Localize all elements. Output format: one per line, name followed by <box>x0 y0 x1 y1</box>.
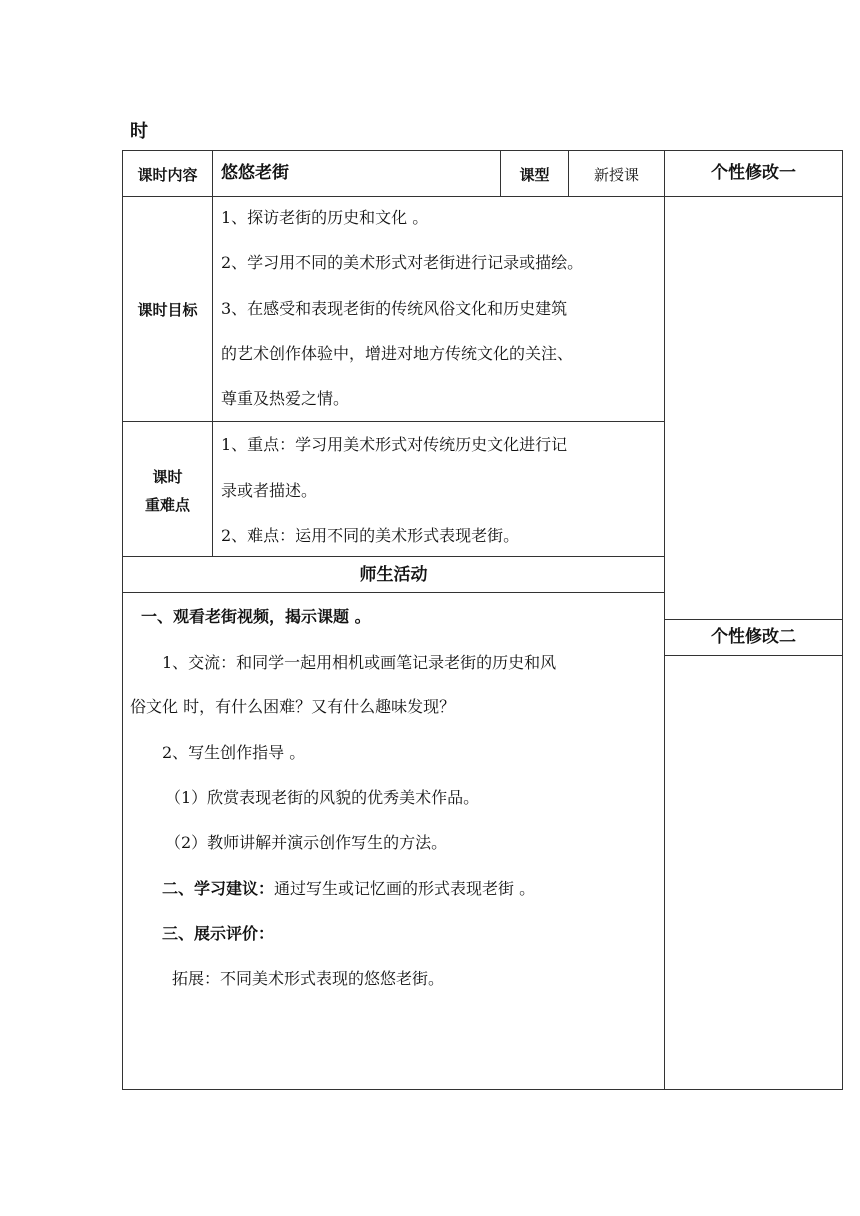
key-point-line-1: 1、重点：学习用美术形式对传统历史文化进行记 <box>221 435 568 454</box>
objective-line-4: 的艺术创作体验中，增进对地方传统文化的关注、 <box>221 344 574 363</box>
revise-two-header: 个性修改二 <box>711 627 796 647</box>
extension-text: 拓展：不同美术形式表现的悠悠老街。 <box>172 969 445 988</box>
lesson-content-label: 课时内容 <box>137 166 198 184</box>
objective-line-3: 3、在感受和表现老街的传统风俗文化和历史建筑 <box>221 299 568 318</box>
objective-line-2: 2、学习用不同的美术形式对老街进行记录或描绘。 <box>221 253 584 272</box>
key-point-line-2: 录或者描述。 <box>221 481 318 500</box>
objectives-label: 课时目标 <box>137 301 198 319</box>
key-points-label-line-1: 课时 <box>152 468 183 486</box>
revise-one-header: 个性修改一 <box>711 163 796 183</box>
section-2 <box>162 879 535 899</box>
key-point-line-3: 2、难点：运用不同的美术形式表现老街。 <box>221 526 520 545</box>
item-1-line-1: 1、交流：和同学一起用相机或画笔记录老街的历史和风 <box>162 653 557 672</box>
section-3-title: 三、展示评价： <box>162 924 275 943</box>
activities-header: 师生活动 <box>359 565 428 585</box>
section-2-text: 通过写生或记忆画的形式表现老街 。 <box>274 879 536 898</box>
lesson-type-label: 课型 <box>519 166 550 184</box>
lesson-type-value: 新授课 <box>593 166 639 184</box>
item-2-sub-2: （2）教师讲解并演示创作写生的方法。 <box>165 833 448 852</box>
item-2: 2、写生创作指导 。 <box>162 743 306 762</box>
objective-line-1: 1、探访老街的历史和文化 。 <box>221 208 429 227</box>
item-1-line-2: 俗文化 时，有什么困难？又有什么趣味发现？ <box>130 697 456 716</box>
objective-line-5: 尊重及热爱之情。 <box>221 389 350 408</box>
page-top-char: 时 <box>130 121 148 142</box>
section-2-title: 二、学习建议： <box>162 879 275 898</box>
key-points-label-line-2: 重难点 <box>144 496 190 514</box>
item-2-sub-1: （1）欣赏表现老街的风貌的优秀美术作品。 <box>165 788 480 807</box>
lesson-title: 悠悠老街 <box>221 163 289 183</box>
section-1-title: 一、观看老街视频，揭示课题 。 <box>141 607 371 626</box>
